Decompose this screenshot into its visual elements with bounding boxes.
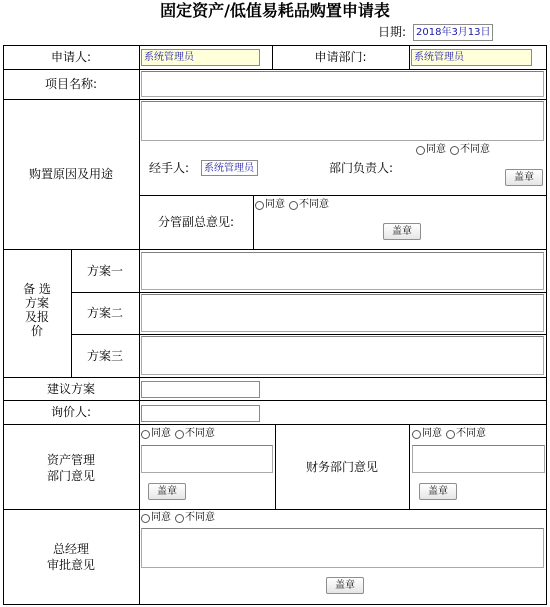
vp-stamp-button[interactable]: 盖章 [383, 223, 421, 240]
purpose-label: 购置原因及用途 [28, 167, 113, 181]
plan3-textarea[interactable] [141, 336, 544, 375]
vp-agree-label: 同意 [265, 199, 285, 210]
inquirer-label: 询价人: [50, 405, 92, 419]
asset-agree-radio[interactable] [141, 430, 150, 439]
finance-disagree-label: 不同意 [456, 428, 486, 439]
dept-field[interactable]: 系统管理员 [411, 49, 532, 66]
date-label: 日期: [378, 25, 407, 39]
applicant-label: 申请人: [50, 50, 92, 64]
handler-label: 经手人: [149, 161, 190, 175]
asset-agree-label: 同意 [151, 428, 171, 439]
vp-disagree-radio[interactable] [289, 201, 298, 210]
vp-disagree-label: 不同意 [299, 199, 329, 210]
agree-label: 同意 [426, 144, 446, 155]
finance-disagree-radio[interactable] [446, 430, 455, 439]
finance-agree-radio[interactable] [412, 430, 421, 439]
suggested-plan-label: 建议方案 [46, 382, 95, 396]
gm-approval-label: 总经理 审批意见 [46, 542, 95, 572]
vp-opinion-label: 分管副总意见: [157, 215, 235, 229]
asset-disagree-label: 不同意 [185, 428, 215, 439]
suggested-plan-input[interactable] [141, 381, 260, 398]
date-field[interactable]: 2018年3月13日 [413, 24, 493, 41]
gm-agree-radio[interactable] [141, 514, 150, 523]
asset-disagree-radio[interactable] [175, 430, 184, 439]
plan3-label: 方案三 [86, 349, 123, 363]
form-title: 固定资产/低值易耗品购置申请表 [160, 1, 390, 20]
finance-radios [412, 428, 486, 440]
asset-mgmt-label: 资产管理 部门意见 [46, 453, 95, 483]
disagree-label: 不同意 [460, 144, 490, 155]
plan1-textarea[interactable] [141, 252, 544, 290]
plan2-label: 方案二 [86, 306, 123, 320]
vp-approval-radios [255, 199, 329, 211]
project-name-label: 项目名称: [44, 77, 98, 91]
finance-textarea[interactable] [412, 445, 545, 473]
dept-label: 申请部门: [314, 50, 367, 64]
applicant-field[interactable]: 系统管理员 [141, 49, 260, 66]
disagree-radio[interactable] [450, 146, 459, 155]
project-name-input[interactable] [141, 71, 544, 97]
dept-head-label: 部门负责人: [329, 161, 394, 175]
gm-agree-label: 同意 [151, 512, 171, 523]
finance-stamp-button[interactable]: 盖章 [419, 483, 457, 500]
purpose-approval-radios [416, 144, 490, 156]
asset-mgmt-radios [141, 428, 215, 440]
gm-disagree-label: 不同意 [185, 512, 215, 523]
inquirer-input[interactable] [141, 405, 260, 422]
vp-agree-radio[interactable] [255, 201, 264, 210]
alternatives-label: 备 选 方案 及报 价 [23, 282, 51, 338]
gm-radios [141, 512, 215, 524]
plan2-textarea[interactable] [141, 294, 544, 332]
asset-mgmt-stamp-button[interactable]: 盖章 [148, 483, 186, 500]
purpose-textarea[interactable] [141, 101, 544, 141]
asset-mgmt-textarea[interactable] [141, 445, 273, 473]
plan1-label: 方案一 [86, 264, 123, 278]
dept-head-stamp-button[interactable]: 盖章 [505, 169, 543, 186]
finance-label: 财务部门意见 [305, 460, 378, 474]
gm-disagree-radio[interactable] [175, 514, 184, 523]
finance-agree-label: 同意 [422, 428, 442, 439]
agree-radio[interactable] [416, 146, 425, 155]
gm-textarea[interactable] [141, 528, 544, 568]
handler-field[interactable]: 系统管理员 [201, 160, 258, 176]
gm-stamp-button[interactable]: 盖章 [326, 577, 364, 594]
